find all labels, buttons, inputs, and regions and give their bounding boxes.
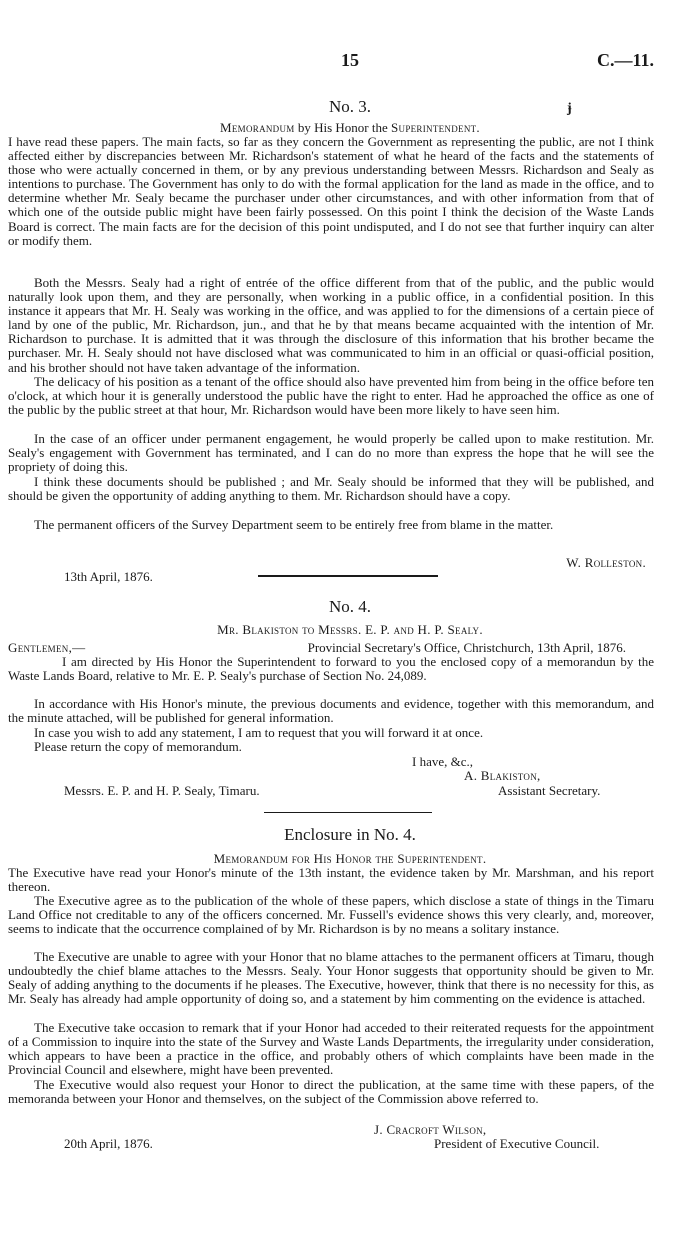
enclosure-signer-title: President of Executive Council. bbox=[434, 1136, 600, 1151]
enclosure-paragraph-1: The Executive have read your Honor's minute of the 13th instant, the evidence taken by Mr. Marshman, and his report thereon. bbox=[8, 865, 654, 895]
no3-subheading-super: Superintendent. bbox=[391, 120, 480, 135]
no4-signer-title: Assistant Secretary. bbox=[498, 783, 601, 798]
no3-subheading-by: by His Honor the bbox=[294, 120, 391, 135]
no4-paragraph-4: Please return the copy of memorandum. bbox=[34, 739, 242, 754]
no4-dateline: Provincial Secretary's Office, Christchurch, 13th April, 1876. bbox=[307, 640, 626, 655]
enclosure-paragraph-2: The Executive agree as to the publication of the whole of these papers, which disclose a state of things in the Timaru Land Office not creditable to any of the officers concerned. Mr. Fussell's evidence shows this very clearly, and, moreover, seems to indicate that the occurrence complained of by Mr. Richardson is by no means a solitary instance. bbox=[8, 893, 654, 937]
enclosure-subheading: Memorandum for His Honor the Superintendent. bbox=[213, 851, 487, 866]
enclosure-paragraph-4: The Executive take occasion to remark that if your Honor had acceded to their reiterated requests for the appointment of a Commission to inquire into the state of the Survey and Waste Lands Departments, the irregularity under consideration, which appears to have been a practice in the office, and probably others of which complaints have been made in the Provincial Council and elsewhere, might have been prevented. bbox=[8, 1020, 654, 1078]
no4-salutation: Gentlemen,— bbox=[8, 640, 86, 655]
section-divider-1 bbox=[258, 575, 438, 577]
no4-paragraph-3: In case you wish to add any statement, I am to request that you will forward it at once. bbox=[34, 725, 484, 740]
no3-date: 13th April, 1876. bbox=[64, 569, 153, 584]
section-divider-2 bbox=[264, 812, 432, 813]
no4-heading: No. 4. bbox=[328, 597, 372, 616]
no4-subheading: Mr. Blakiston to Messrs. E. P. and H. P. Sealy. bbox=[217, 622, 483, 637]
no3-signature: W. Rolleston. bbox=[566, 555, 646, 570]
enclosure-paragraph-3: The Executive are unable to agree with your Honor that no blame attaches to the permanent officers at Timaru, though undoubtedly the chief blame attaches to the Messrs. Sealy. Your Honor suggests that opportunity should be given to Mr. Sealy of adding anything to the documents if he pleases. The Executive, however, think that there is no necessity for this, as Mr. Sealy has already had ample opportunity of doing so, and a statement by him commenting on the evidence is attached. bbox=[8, 949, 654, 1007]
page-number: 15 bbox=[341, 50, 359, 70]
no4-closing: I have, &c., bbox=[412, 754, 474, 769]
no3-paragraph-1: I have read these papers. The main facts, so far as they concern the Government as representing the public, are not I think affected either by discrepancies between Mr. Richardson's statement of what he heard of the facts and the statements of those who were actually concerned in them, or by any previous understanding between Messrs. Richardson and Sealy as intentions to purchase. The Government has only to do with the formal application for the land as made in the office, and to determine whether Mr. Sealy became the purchaser under other circumstances, and with other information from that of which one of the outside public might have been fairly possessed. On this point I think the decision of the Waste Lands Board is correct. The main facts are for the decision of this point undisputed, and I do not see that further inquiry can alter or modify them. bbox=[8, 134, 654, 248]
no3-paragraph-4: In the case of an officer under permanent engagement, he would properly be called upon to make restitution. Mr. Sealy's engagement with Government has terminated, and I can do no more than express the hope that he will see the propriety of doing this. bbox=[8, 431, 654, 475]
no3-paragraph-6: The permanent officers of the Survey Department seem to be entirely free from blame in the matter. bbox=[34, 517, 554, 532]
no4-signer: A. Blakiston, bbox=[464, 768, 541, 783]
no3-paragraph-5: I think these documents should be published ; and Mr. Sealy should be informed that they will be published, and should be given the opportunity of adding anything to them. Mr. Richardson should have a copy. bbox=[8, 474, 654, 504]
no3-subheading-memo: Memorandum bbox=[220, 120, 295, 135]
no4-paragraph-1: I am directed by His Honor the Superintendent to forward to you the enclosed copy of a memorandun by the Waste Lands Board, relative to Mr. E. P. Sealy's purchase of Section No. 24,089. bbox=[8, 654, 654, 684]
document-reference: C.—11. bbox=[596, 50, 654, 70]
enclosure-heading: Enclosure in No. 4. bbox=[284, 825, 416, 844]
no3-paragraph-2: Both the Messrs. Sealy had a right of entrée of the office different from that of the public, and the public would naturally look upon them, and they are personally, when working in a public office, in a confidential position. In this instance it appears that Mr. H. Sealy was working in the office, and was applied to for the dimensions of a certain piece of land by one of the public, Mr. Richardson, jun., and that he by that means became acquainted with the intention of Mr. Richardson to purchase. It is admitted that it was through the disclosure of this information that his brother became the purchaser. Mr. H. Sealy should not have disclosed what was communicated to him in an official or quasi-official position, and his brother should not have taken advantage of the information. bbox=[8, 275, 654, 375]
margin-mark: ɉ bbox=[567, 101, 572, 116]
no4-paragraph-2: In accordance with His Honor's minute, the previous documents and evidence, together with this memorandum, and the minute attached, will be published for general information. bbox=[8, 696, 654, 726]
no3-paragraph-3: The delicacy of his position as a tenant of the office should also have prevented him from being in the office before ten o'clock, at which hour it is generally understood the public have the right to enter. Had he approached the office as one of the public by the public street at that hour, Mr. Richardson would have been more likely to have seen him. bbox=[8, 374, 654, 418]
enclosure-paragraph-5: The Executive would also request your Honor to direct the publication, at the same time with these papers, of the memoranda between your Honor and themselves, on the subject of the Commission above referred to. bbox=[8, 1077, 654, 1107]
enclosure-signer: J. Cracroft Wilson, bbox=[374, 1122, 487, 1137]
no3-heading: No. 3. bbox=[328, 97, 372, 116]
no4-addressee: Messrs. E. P. and H. P. Sealy, Timaru. bbox=[64, 783, 260, 798]
enclosure-date: 20th April, 1876. bbox=[64, 1136, 153, 1151]
